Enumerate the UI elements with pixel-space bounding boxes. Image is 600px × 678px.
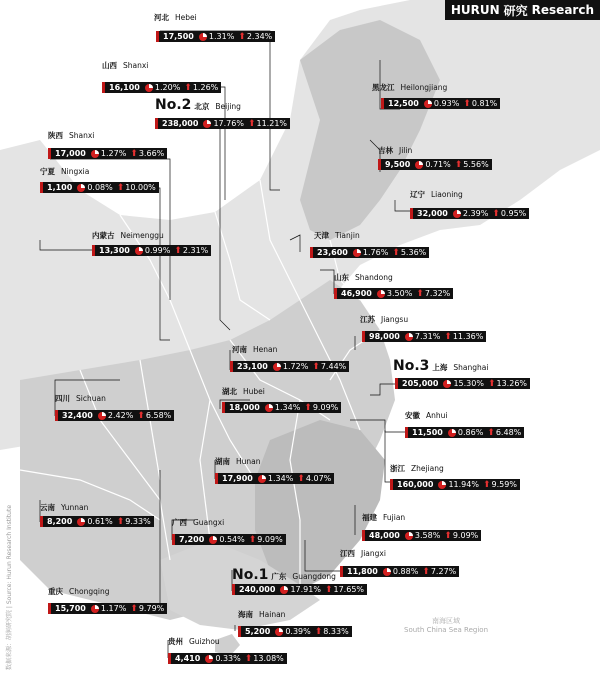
growth-arrow-icon: ⬆ [304, 402, 312, 413]
region-name-en: Fujian [383, 513, 406, 522]
national-share: 0.99% [144, 246, 171, 255]
growth-arrow-icon: ⬆ [463, 98, 471, 109]
share-pie-icon [438, 481, 446, 489]
wealth-count: 23,100 [237, 362, 268, 371]
wealth-count: 15,700 [55, 604, 86, 613]
region-name-en: Guangxi [193, 518, 225, 527]
growth-arrow-icon: ⬆ [444, 530, 452, 541]
region-label-ningxia [40, 166, 89, 177]
region-stats-zhejiang [390, 479, 520, 490]
region-label-hainan [238, 609, 285, 620]
share-pie-icon [448, 429, 456, 437]
region-stats-liaoning [410, 208, 529, 219]
national-share: 0.39% [285, 627, 311, 636]
growth-rate: 4.07% [305, 474, 332, 483]
region-label-liaoning [410, 189, 463, 200]
region-name-en: Shanghai [453, 363, 489, 372]
share-pie-icon [405, 532, 413, 540]
growth-arrow-icon: ⬆ [247, 118, 256, 129]
wealth-count: 46,900 [341, 289, 372, 298]
share-pie-icon [91, 150, 99, 158]
growth-rate: 10.00% [125, 183, 156, 192]
region-stats-shanghai [395, 378, 530, 389]
region-stats-shaanxi [48, 148, 167, 159]
region-name-en: Hubei [243, 387, 265, 396]
region-name-cn: 江苏 [360, 315, 375, 324]
wealth-count: 205,000 [402, 379, 439, 388]
count-bar-icon [168, 653, 171, 664]
share-pie-icon [205, 655, 213, 663]
region-stats-hebei [156, 31, 275, 42]
count-bar-icon [310, 247, 313, 258]
share-pie-icon [405, 333, 413, 341]
count-bar-icon [172, 534, 175, 545]
share-pie-icon [443, 380, 451, 388]
region-stats-guizhou [168, 653, 287, 664]
region-name-cn: 云南 [40, 503, 55, 512]
region-label-anhui [405, 410, 447, 421]
region-stats-guangxi [172, 534, 286, 545]
growth-arrow-icon: ⬆ [116, 182, 125, 193]
share-pie-icon [280, 586, 288, 594]
region-stats-henan [230, 361, 349, 372]
count-bar-icon [381, 98, 384, 109]
share-pie-icon [91, 605, 99, 613]
growth-arrow-icon: ⬆ [416, 288, 424, 299]
national-share: 7.31% [414, 332, 441, 341]
growth-rate: 7.27% [430, 567, 457, 576]
region-name-en: Neimenggu [120, 231, 164, 240]
wealth-count: 9,500 [385, 160, 411, 169]
share-pie-icon [353, 249, 361, 257]
region-name-cn: 河南 [232, 345, 247, 354]
growth-rate: 2.31% [182, 246, 209, 255]
share-pie-icon [265, 404, 273, 412]
region-stats-jiangxi [340, 566, 459, 577]
growth-rate: 7.44% [320, 362, 347, 371]
region-label-hunan [215, 456, 261, 467]
region-label-shanxi [102, 60, 148, 71]
growth-rate: 11.21% [256, 119, 288, 128]
region-stats-guangdong [232, 584, 367, 595]
region-stats-ningxia [40, 182, 159, 193]
region-stats-beijing [155, 118, 290, 129]
share-pie-icon [135, 247, 143, 255]
region-name-cn: 贵州 [168, 637, 183, 646]
region-name-en: Anhui [426, 411, 448, 420]
growth-rate: 6.48% [495, 428, 522, 437]
region-label-zhejiang [390, 463, 444, 474]
region-label-guangdong [232, 567, 336, 583]
count-bar-icon [334, 288, 337, 299]
share-pie-icon [258, 475, 266, 483]
region-name-en: Jilin [399, 146, 413, 155]
national-share: 0.61% [87, 517, 113, 526]
growth-arrow-icon: ⬆ [244, 653, 253, 664]
region-label-sichuan [55, 393, 106, 404]
national-share: 1.76% [362, 248, 389, 257]
growth-rate: 17.65% [333, 585, 365, 594]
count-bar-icon [222, 402, 225, 413]
region-name-cn: 湖南 [215, 457, 230, 466]
brand-sub: Research [531, 3, 594, 17]
region-label-neimenggu [92, 230, 164, 241]
national-share: 1.31% [208, 32, 235, 41]
hurun-research-logo [445, 0, 600, 20]
count-bar-icon [405, 427, 408, 438]
wealth-count: 7,200 [179, 535, 205, 544]
growth-arrow-icon: ⬆ [324, 584, 333, 595]
wealth-count: 48,000 [369, 531, 400, 540]
region-label-hubei [222, 386, 265, 397]
national-share: 2.39% [462, 209, 489, 218]
region-stats-hainan [238, 626, 352, 637]
region-stats-heilongjiang [381, 98, 500, 109]
rank-label: No.1 [232, 567, 269, 583]
wealth-count: 12,500 [388, 99, 419, 108]
region-name-cn: 浙江 [390, 464, 405, 473]
wealth-count: 17,500 [163, 32, 194, 41]
region-stats-hunan [215, 473, 334, 484]
region-label-guangxi [172, 517, 224, 528]
count-bar-icon [102, 82, 105, 93]
region-label-guizhou [168, 636, 220, 647]
growth-arrow-icon: ⬆ [487, 427, 495, 438]
growth-rate: 8.33% [323, 627, 349, 636]
region-name-en: Shandong [355, 273, 393, 282]
region-label-henan [232, 344, 277, 355]
count-bar-icon [362, 331, 365, 342]
wealth-count: 240,000 [239, 585, 276, 594]
national-share: 0.08% [87, 183, 113, 192]
national-share: 17.76% [213, 119, 244, 128]
region-label-shaanxi [48, 130, 94, 141]
region-name-cn: 河北 [154, 13, 169, 22]
growth-arrow-icon: ⬆ [392, 247, 400, 258]
land-southeast [255, 420, 385, 590]
count-bar-icon [156, 31, 159, 42]
growth-arrow-icon: ⬆ [444, 331, 452, 342]
count-bar-icon [238, 626, 241, 637]
count-bar-icon [155, 118, 158, 129]
region-stats-hubei [222, 402, 341, 413]
region-name-en: Liaoning [431, 190, 463, 199]
brand-en: HURUN [450, 3, 500, 17]
wealth-count: 17,000 [55, 149, 86, 158]
region-stats-shanxi [102, 82, 221, 93]
share-pie-icon [77, 184, 85, 192]
growth-arrow-icon: ⬆ [130, 148, 138, 159]
growth-arrow-icon: ⬆ [492, 208, 500, 219]
national-share: 17.91% [290, 585, 321, 594]
growth-rate: 9.79% [138, 604, 165, 613]
national-share: 1.17% [100, 604, 127, 613]
growth-arrow-icon: ⬆ [312, 361, 320, 372]
region-stats-yunnan [40, 516, 154, 527]
growth-arrow-icon: ⬆ [174, 245, 182, 256]
region-name-cn: 陕西 [48, 131, 63, 140]
wealth-count: 32,000 [417, 209, 448, 218]
region-name-cn: 宁夏 [40, 167, 55, 176]
growth-rate: 0.81% [471, 99, 498, 108]
count-bar-icon [55, 410, 58, 421]
region-name-en: Ningxia [61, 167, 90, 176]
region-name-cn: 山东 [334, 273, 349, 282]
share-pie-icon [424, 100, 432, 108]
count-bar-icon [340, 566, 343, 577]
count-bar-icon [362, 530, 365, 541]
national-share: 15.30% [453, 379, 484, 388]
source-note: 数据来源：胡润研究院 | Source: Hurun Research Institute [6, 504, 13, 670]
region-stats-shandong [334, 288, 453, 299]
share-pie-icon [203, 120, 211, 128]
sea-region-cn: 南海区域 [432, 617, 461, 625]
national-share: 0.54% [219, 535, 245, 544]
rank-label: No.3 [393, 358, 430, 374]
region-name-en: Zhejiang [411, 464, 444, 473]
wealth-count: 8,200 [47, 517, 73, 526]
region-name-cn: 广西 [172, 518, 187, 527]
wealth-count: 13,300 [99, 246, 130, 255]
region-label-tianjin [314, 230, 360, 241]
growth-rate: 6.58% [145, 411, 172, 420]
region-name-cn: 辽宁 [410, 190, 425, 199]
count-bar-icon [230, 361, 233, 372]
growth-arrow-icon: ⬆ [184, 82, 192, 93]
growth-rate: 7.32% [424, 289, 451, 298]
national-share: 2.42% [107, 411, 134, 420]
region-name-en: Tianjin [335, 231, 360, 240]
share-pie-icon [383, 568, 391, 576]
region-label-jiangxi [340, 548, 386, 559]
region-stats-jilin [378, 159, 492, 170]
region-name-en: Jiangsu [381, 315, 409, 324]
region-stats-tianjin [310, 247, 429, 258]
count-bar-icon [40, 182, 43, 193]
region-label-fujian [362, 512, 405, 523]
count-bar-icon [390, 479, 393, 490]
region-label-jiangsu [360, 314, 408, 325]
count-bar-icon [92, 245, 95, 256]
growth-arrow-icon: ⬆ [297, 473, 305, 484]
growth-arrow-icon: ⬆ [314, 626, 323, 637]
wealth-count: 1,100 [47, 183, 73, 192]
growth-rate: 13.26% [496, 379, 528, 388]
region-label-shandong [334, 272, 393, 283]
wealth-count: 5,200 [245, 627, 271, 636]
region-name-en: Hunan [236, 457, 261, 466]
share-pie-icon [377, 290, 385, 298]
region-name-en: Hebei [175, 13, 197, 22]
national-share: 0.93% [433, 99, 460, 108]
growth-arrow-icon: ⬆ [487, 378, 496, 389]
wealth-count: 17,900 [222, 474, 253, 483]
region-name-cn: 北京 [194, 102, 210, 111]
count-bar-icon [215, 473, 218, 484]
region-name-cn: 江西 [340, 549, 355, 558]
region-name-en: Shanxi [123, 61, 149, 70]
region-name-en: Guizhou [189, 637, 220, 646]
region-name-cn: 安徽 [405, 411, 420, 420]
growth-rate: 9.09% [452, 531, 479, 540]
national-share: 1.34% [274, 403, 301, 412]
wealth-count: 23,600 [317, 248, 348, 257]
growth-rate: 11.36% [452, 332, 484, 341]
brand-cn: 研究 [503, 3, 528, 18]
growth-arrow-icon: ⬆ [238, 31, 246, 42]
share-pie-icon [275, 628, 283, 636]
region-label-heilongjiang [372, 82, 447, 93]
count-bar-icon [395, 378, 398, 389]
national-share: 0.71% [425, 160, 451, 169]
wealth-count: 16,100 [109, 83, 140, 92]
growth-rate: 9.59% [491, 480, 517, 489]
count-bar-icon [378, 159, 381, 170]
national-share: 3.50% [386, 289, 413, 298]
national-share: 1.27% [100, 149, 127, 158]
region-name-cn: 海南 [238, 610, 253, 619]
share-pie-icon [77, 518, 85, 526]
national-share: 1.72% [282, 362, 309, 371]
growth-rate: 0.95% [500, 209, 527, 218]
share-pie-icon [209, 536, 217, 544]
region-name-cn: 黑龙江 [372, 83, 395, 92]
share-pie-icon [145, 84, 153, 92]
growth-arrow-icon: ⬆ [422, 566, 430, 577]
region-name-en: Chongqing [69, 587, 110, 596]
sea-region-en: South China Sea Region [404, 626, 489, 634]
national-share: 0.33% [215, 654, 241, 663]
growth-arrow-icon: ⬆ [116, 516, 125, 527]
region-stats-fujian [362, 530, 481, 541]
region-name-en: Jiangxi [361, 549, 386, 558]
national-share: 1.20% [154, 83, 181, 92]
wealth-count: 18,000 [229, 403, 260, 412]
region-stats-chongqing [48, 603, 167, 614]
region-name-en: Heilongjiang [400, 83, 448, 92]
growth-rate: 9.09% [257, 535, 283, 544]
region-name-cn: 湖北 [222, 387, 237, 396]
region-label-beijing [155, 97, 241, 113]
region-name-en: Guangdong [292, 572, 336, 581]
region-name-en: Yunnan [61, 503, 89, 512]
count-bar-icon [48, 148, 51, 159]
region-name-cn: 重庆 [48, 587, 63, 596]
wealth-count: 4,410 [175, 654, 201, 663]
growth-rate: 9.09% [312, 403, 339, 412]
national-share: 0.88% [392, 567, 419, 576]
share-pie-icon [453, 210, 461, 218]
region-name-cn: 福建 [362, 513, 377, 522]
wealth-count: 11,500 [412, 428, 443, 437]
count-bar-icon [232, 584, 235, 595]
share-pie-icon [199, 33, 207, 41]
region-name-en: Sichuan [76, 394, 106, 403]
growth-rate: 5.56% [463, 160, 489, 169]
region-label-yunnan [40, 502, 88, 513]
south-china-sea-label [404, 616, 488, 634]
region-name-cn: 吉林 [378, 146, 393, 155]
national-share: 3.58% [414, 531, 441, 540]
wealth-count: 160,000 [397, 480, 434, 489]
region-label-hebei [154, 12, 197, 23]
region-name-cn: 内蒙古 [92, 231, 115, 240]
growth-rate: 1.26% [192, 83, 219, 92]
rank-label: No.2 [155, 97, 192, 113]
region-label-shanghai [393, 358, 488, 374]
national-share: 11.94% [448, 480, 479, 489]
growth-rate: 3.66% [138, 149, 165, 158]
region-name-cn: 上海 [432, 363, 448, 372]
region-label-jilin [378, 145, 412, 156]
count-bar-icon [410, 208, 413, 219]
region-name-cn: 天津 [314, 231, 329, 240]
region-name-en: Henan [253, 345, 278, 354]
region-stats-neimenggu [92, 245, 211, 256]
growth-rate: 2.34% [246, 32, 273, 41]
share-pie-icon [415, 161, 423, 169]
region-name-en: Shanxi [69, 131, 95, 140]
growth-arrow-icon: ⬆ [248, 534, 257, 545]
region-name-cn: 四川 [55, 394, 70, 403]
growth-rate: 9.33% [125, 517, 151, 526]
wealth-count: 32,400 [62, 411, 93, 420]
region-label-chongqing [48, 586, 109, 597]
wealth-count: 98,000 [369, 332, 400, 341]
national-share: 1.34% [267, 474, 294, 483]
growth-rate: 5.36% [400, 248, 427, 257]
region-name-cn: 山西 [102, 61, 117, 70]
region-name-en: Beijing [215, 102, 241, 111]
growth-rate: 13.08% [253, 654, 284, 663]
growth-arrow-icon: ⬆ [482, 479, 491, 490]
region-stats-jiangsu [362, 331, 486, 342]
growth-arrow-icon: ⬆ [454, 159, 463, 170]
region-stats-anhui [405, 427, 524, 438]
wealth-count: 238,000 [162, 119, 199, 128]
region-name-cn: 广东 [271, 572, 287, 581]
region-stats-sichuan [55, 410, 174, 421]
count-bar-icon [40, 516, 43, 527]
growth-arrow-icon: ⬆ [130, 603, 138, 614]
national-share: 0.86% [457, 428, 484, 437]
wealth-count: 11,800 [347, 567, 378, 576]
share-pie-icon [273, 363, 281, 371]
count-bar-icon [48, 603, 51, 614]
region-name-en: Hainan [259, 610, 286, 619]
growth-arrow-icon: ⬆ [137, 410, 145, 421]
share-pie-icon [98, 412, 106, 420]
